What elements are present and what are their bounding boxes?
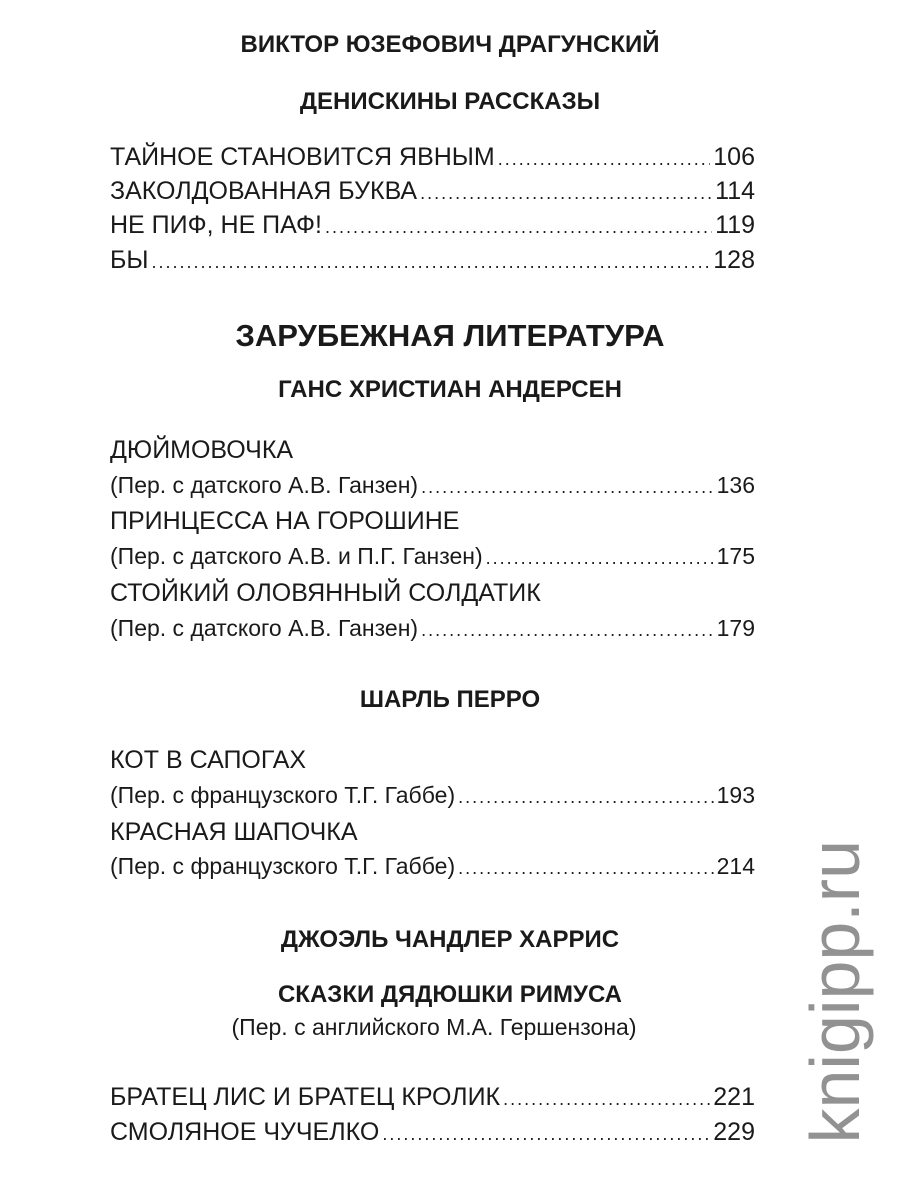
entry-title: СМОЛЯНОЕ ЧУЧЕЛКО [110,1118,380,1146]
entry-title[interactable]: КРАСНАЯ ШАПОЧКА [110,818,358,846]
dot-leader [498,144,711,174]
toc-entry[interactable] [110,541,755,573]
entry-page: 119 [715,211,755,239]
dot-leader [458,782,714,812]
entry-translator: (Пер. с датского А.В. и П.Г. Ганзен) [110,543,483,569]
toc-entry[interactable] [110,142,755,174]
entry-page: 128 [713,246,755,274]
dot-leader [420,178,712,208]
dot-leader [458,853,714,883]
entry-page: 114 [715,177,755,205]
entry-page: 136 [716,472,755,498]
toc-entry[interactable] [110,1117,755,1149]
entry-title: НЕ ПИФ, НЕ ПАФ! [110,211,322,239]
toc-entry[interactable] [110,1082,755,1114]
toc-entry[interactable] [110,613,755,645]
toc-entry[interactable] [110,851,755,883]
collection-translator: (Пер. с английского М.А. Гершензона) [231,1014,637,1040]
entry-translator: (Пер. с датского А.В. Ганзен) [110,472,419,498]
entry-page: 221 [713,1083,755,1111]
section-heading: ЗАРУБЕЖНАЯ ЛИТЕРАТУРА [235,318,665,353]
author-heading: ВИКТОР ЮЗЕФОВИЧ ДРАГУНСКИЙ [240,31,660,58]
toc-entry[interactable] [110,470,755,502]
dot-leader [382,1119,710,1149]
entry-page: 193 [716,782,755,808]
entry-translator: (Пер. с французского Т.Г. Габбе) [110,853,456,879]
entry-title: ЗАКОЛДОВАННАЯ БУКВА [110,177,418,205]
toc-entry[interactable] [110,780,755,812]
entry-title: ТАЙНОЕ СТАНОВИТСЯ ЯВНЫМ [110,143,495,171]
watermark: knigipp.ru [796,840,874,1144]
author-heading: ГАНС ХРИСТИАН АНДЕРСЕН [278,376,622,403]
dot-leader [503,1084,710,1114]
entry-title[interactable]: ДЮЙМОВОЧКА [110,436,294,464]
entry-page: 179 [716,615,755,641]
dot-leader [421,472,714,502]
dot-leader [421,615,714,645]
entry-page: 106 [713,143,755,171]
entry-page: 175 [716,543,755,569]
entry-title: БРАТЕЦ ЛИС И БРАТЕЦ КРОЛИК [110,1083,501,1111]
author-heading: ШАРЛЬ ПЕРРО [359,686,541,713]
entry-translator: (Пер. с датского А.В. Ганзен) [110,615,419,641]
dot-leader [325,212,712,242]
entry-title[interactable]: СТОЙКИЙ ОЛОВЯННЫЙ СОЛДАТИК [110,579,541,607]
dot-leader [152,247,711,277]
author-heading: ДЖОЭЛЬ ЧАНДЛЕР ХАРРИС [280,926,620,953]
entry-translator: (Пер. с французского Т.Г. Габбе) [110,782,456,808]
collection-heading: СКАЗКИ ДЯДЮШКИ РИМУСА [277,981,623,1008]
entry-page: 229 [713,1118,755,1146]
entry-title: БЫ [110,246,149,274]
entry-page: 214 [716,853,755,879]
collection-heading: ДЕНИСКИНЫ РАССКАЗЫ [299,88,601,115]
toc-entry[interactable] [110,210,755,242]
entry-title[interactable]: ПРИНЦЕССА НА ГОРОШИНЕ [110,507,460,535]
dot-leader [486,543,714,573]
entry-title[interactable]: КОТ В САПОГАХ [110,746,307,774]
toc-entry[interactable] [110,176,755,208]
toc-entry[interactable] [110,245,755,277]
